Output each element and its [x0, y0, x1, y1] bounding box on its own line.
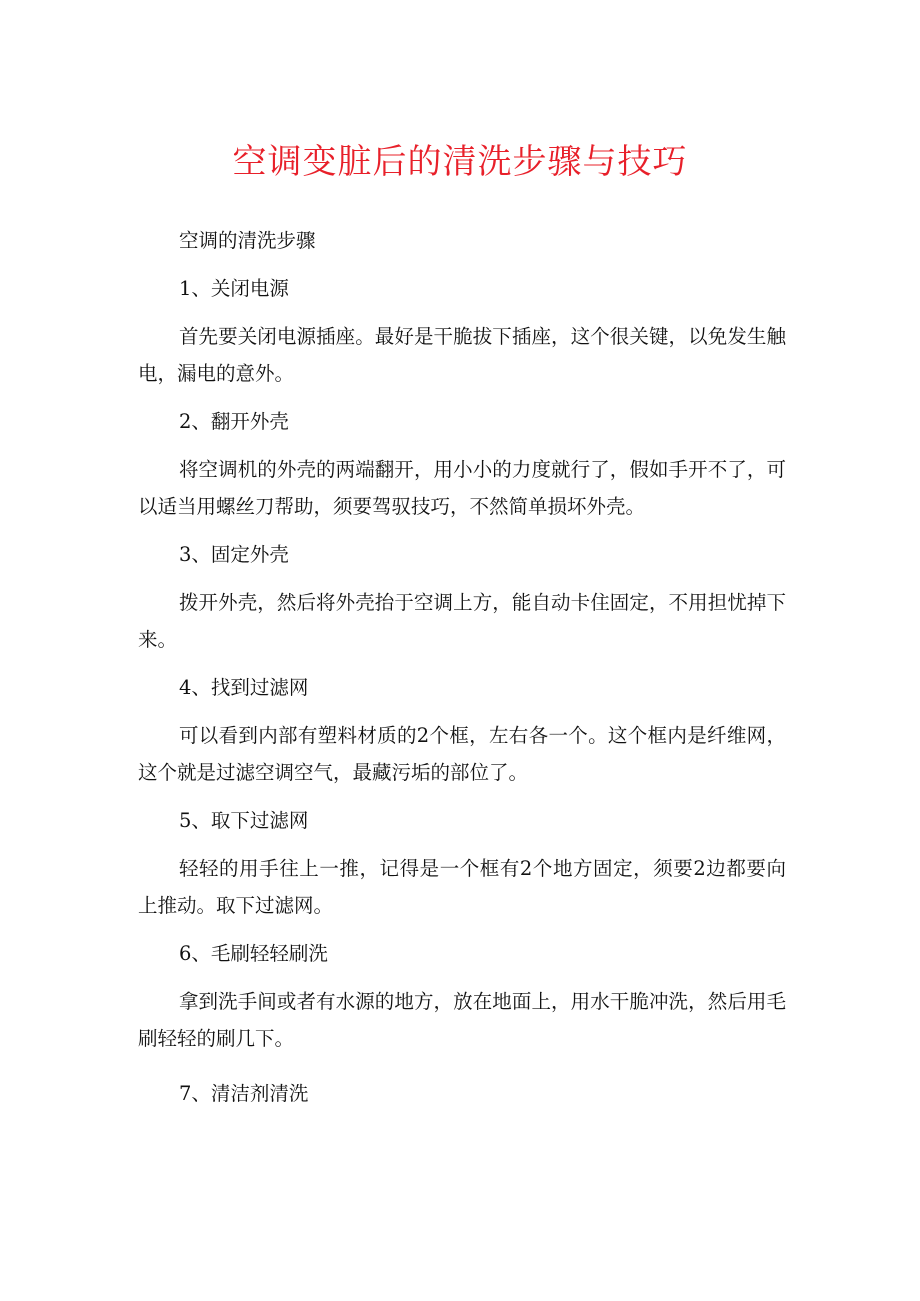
step-body: 轻轻的用手往上一推，记得是一个框有2个地方固定，须要2边都要向上推动。取下过滤网。	[138, 857, 786, 917]
step-heading: 6、毛刷轻轻刷洗	[178, 942, 328, 965]
step-body: 可以看到内部有塑料材质的2个框，左右各一个。这个框内是纤维网，这个就是过滤空调空气，最藏污垢的部位了。	[138, 724, 786, 784]
step-body: 将空调机的外壳的两端翻开，用小小的力度就行了，假如手开不了，可以适当用螺丝刀帮助，须要驾驭技巧，不然简单损坏外壳。	[138, 458, 786, 518]
step-heading: 7、清洁剂清洗	[178, 1082, 309, 1105]
step-body: 拨开外壳，然后将外壳抬于空调上方，能自动卡住固定，不用担忧掉下来。	[138, 591, 786, 651]
section-heading: 空调的清洗步骤	[178, 229, 316, 252]
step-heading: 5、取下过滤网	[178, 809, 309, 832]
step-heading: 4、找到过滤网	[178, 676, 309, 699]
document-title: 空调变脏后的清洗步骤与技巧	[232, 142, 688, 182]
document-body	[138, 222, 786, 1112]
step-body: 首先要关闭电源插座。最好是干脆拔下插座，这个很关键，以免发生触电，漏电的意外。	[138, 325, 786, 385]
step-body: 拿到洗手间或者有水源的地方，放在地面上，用水干脆冲洗，然后用毛刷轻轻的刷几下。	[138, 990, 786, 1050]
step-heading: 2、翻开外壳	[178, 410, 289, 433]
step-heading: 3、固定外壳	[178, 543, 289, 566]
step-heading: 1、关闭电源	[178, 277, 289, 300]
